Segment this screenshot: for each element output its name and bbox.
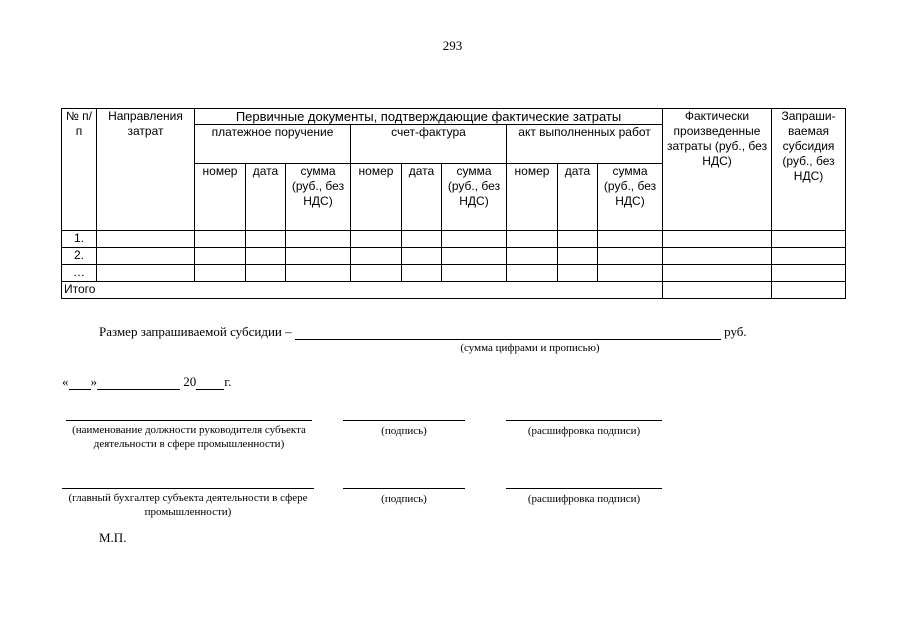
- expenses-table: [61, 108, 846, 299]
- header-payment-order: платежное поручение: [195, 125, 351, 164]
- header-direction: Направления затрат: [97, 109, 195, 231]
- row-number: 2.: [62, 248, 97, 265]
- header-primary-docs: Первичные документы, подтверждающие фактические затраты: [195, 109, 663, 125]
- year-prefix: 20: [183, 374, 197, 389]
- subsidy-amount-field[interactable]: [295, 326, 721, 340]
- open-quote: «: [62, 374, 69, 389]
- header-actual-costs: Фактически произведенные затраты (руб., без НДС): [663, 109, 772, 231]
- month-field[interactable]: [97, 376, 180, 390]
- accountant-caption: (главный бухгалтер субъекта деятельности в сфере промышленности): [68, 492, 308, 518]
- subsidy-label: Размер запрашиваемой субсидии –: [99, 324, 292, 339]
- header-num: № п/п: [62, 109, 97, 231]
- head-decoding-line[interactable]: [506, 420, 662, 421]
- header-invoice: счет-фактура: [351, 125, 507, 164]
- subheader-number: номер: [195, 164, 246, 231]
- close-quote: »: [90, 374, 97, 389]
- subsidy-line: [99, 324, 747, 340]
- total-label: Итого: [62, 282, 663, 299]
- subheader-number: номер: [507, 164, 558, 231]
- subheader-sum: сумма (руб., без НДС): [286, 164, 351, 231]
- row-number: 1.: [62, 231, 97, 248]
- accountant-line[interactable]: [62, 488, 314, 489]
- table-row-total: [62, 282, 846, 299]
- subheader-sum: сумма (руб., без НДС): [442, 164, 507, 231]
- header-act: акт выполненных работ: [507, 125, 663, 164]
- head-position-caption: (наименование должности руководителя субъекта деятельности в сфере промышленности): [72, 424, 306, 450]
- accountant-signature-caption: (подпись): [381, 493, 427, 505]
- head-decoding-caption: (расшифровка подписи): [527, 425, 641, 437]
- head-signature-caption: (подпись): [381, 425, 427, 437]
- table-row: [62, 265, 846, 282]
- year-field[interactable]: [196, 376, 224, 390]
- stamp-label: М.П.: [99, 530, 127, 545]
- subsidy-caption: (сумма цифрами и прописью): [460, 342, 600, 354]
- table-row: [62, 248, 846, 265]
- row-number: …: [62, 265, 97, 282]
- subheader-sum: сумма (руб., без НДС): [598, 164, 663, 231]
- accountant-signature-line[interactable]: [343, 488, 465, 489]
- subheader-date: дата: [558, 164, 598, 231]
- subheader-date: дата: [246, 164, 286, 231]
- accountant-decoding-caption: (расшифровка подписи): [527, 493, 641, 505]
- table-row: [62, 231, 846, 248]
- page-number: 293: [442, 38, 463, 53]
- subsidy-unit: руб.: [724, 324, 747, 339]
- head-signature-line[interactable]: [343, 420, 465, 421]
- header-requested-subsidy: Запраши-ваемая субсидия (руб., без НДС): [772, 109, 846, 231]
- day-field[interactable]: [69, 376, 91, 390]
- subheader-number: номер: [351, 164, 402, 231]
- subheader-date: дата: [402, 164, 442, 231]
- accountant-decoding-line[interactable]: [506, 488, 662, 489]
- head-position-line[interactable]: [66, 420, 312, 421]
- year-suffix: г.: [224, 374, 232, 389]
- date-line: [62, 374, 231, 390]
